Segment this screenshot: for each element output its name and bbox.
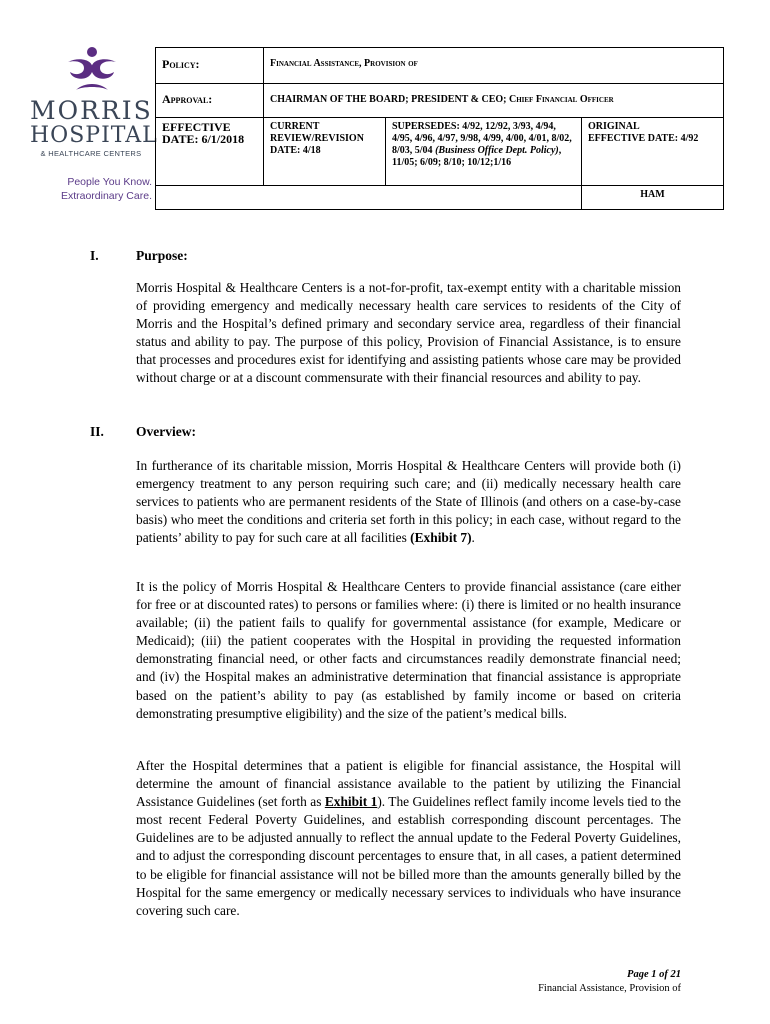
original-line2: EFFECTIVE DATE: 4/92 [588,133,699,144]
current-review-line2: REVIEW/REVISION [270,133,364,144]
section-title: Overview: [136,424,196,439]
exhibit-1-reference: Exhibit 1 [324,794,378,810]
approval-label-cell [156,84,264,118]
paragraph-end: . [471,530,475,546]
blank-cell [156,186,582,210]
hospital-logo [30,46,158,216]
policy-value: Financial Assistance, Provision of [270,58,418,69]
section-number: II. [90,424,104,439]
policy-label-cell [156,48,264,84]
policy-value-cell [264,48,724,84]
supersedes-cell [386,118,582,186]
approval-value-cell [264,84,724,118]
current-review-line3: DATE: 4/18 [270,145,321,156]
approval-label: Approval: [162,92,213,106]
overview-paragraph-3 [136,757,681,920]
approval-value: CHAIRMAN OF THE BOARD; PRESIDENT & CEO; [270,94,507,105]
overview-paragraph-2: It is the policy of Morris Hospital & Healthcare Centers to provide financial assistance (care either for free or at discounted rates) to persons or families where: (i) there is limited or no health insurance available; (ii) the patient fails to qualify for governmental assistance (for example, Medicare or Medicaid); (iii) the patient cooperates with the Hospital in providing the requested information demonstrating financial need, or other facts and circumstances readily demonstrate financial need; and (iv) the Hospital makes an administrative determination that financial assistance is appropriate based on the patient’s ability to pay (as established by family income or based on criteria demonstrating presumptive eligibility) and the size of the patient’s medical bills. [136,579,681,721]
paragraph-text: After the Hospital determines that a patient is eligible for financial assistance, the Hospital will determine the amount of financial assistance available to the patient by utilizing the Financial Assistance Guidelines (set forth as [136,758,681,810]
supersedes-text: SUPERSEDES: 4/92, 12/92, 3/93, 4/94, 4/95, 4/96, 4/97, 9/98, 4/99, 4/00, 4/01, 8/02, 8/03, 5/04 [392,121,572,156]
original-line1: ORIGINAL [588,121,640,132]
logo-name-morris: MORRIS [30,96,153,125]
current-review-line1: CURRENT [270,121,320,132]
effective-date: DATE: 6/1/2018 [162,132,245,146]
approval-value-cfo: Chief Financial Officer [509,94,614,105]
logo-tagline-1: People You Know. [67,176,152,188]
paragraph-text: In furtherance of its charitable mission, Morris Hospital & Healthcare Centers will provide both (i) emergency treatment to any person requiring such care; and (ii) medically necessary health care services to patients who are permanent residents of the State of Illinois (and others on a case-by-case basis) who meet the conditions and criteria set forth in this policy; in each case, without regard to the patients’ ability to pay for such care at all facilities [136,458,681,546]
policy-header-table [155,47,724,210]
section-overview-heading [90,424,690,440]
hospital-logo-icon [62,46,122,94]
original-date-cell [582,118,724,186]
current-review-cell [264,118,386,186]
paragraph-text-cont: ). The Guidelines reflect family income levels tied to the most recent Federal Poverty Guidelines, and establish corresponding discount percentages. The Guidelines are to be adjusted annually to reflect the annual update to the Federal Poverty Guidelines, and to adjust the corresponding discount percentages to ensure that, in all cases, a patient determined to be eligible for financial assistance will not be billed more than the amounts generally billed by the Hospital for the same emergency or medically necessary services to individuals who have insurance covering such care. [136,794,681,918]
policy-label: Policy: [162,57,200,71]
ham-cell [582,186,724,210]
footer-title: Financial Assistance, Provision of [538,983,681,994]
page-number: Page 1 of 21 [627,969,681,980]
logo-tagline-2: Extraordinary Care. [60,190,152,202]
logo-name-healthcare: & HEALTHCARE CENTERS [40,149,142,158]
effective-label: EFFECTIVE [162,120,231,134]
purpose-paragraph: Morris Hospital & Healthcare Centers is a not-for-profit, tax-exempt entity with a charitable mission of providing emergency and medically necessary health care services to residents of the City of Morris and the Hospital’s defined primary and secondary service area, regardless of their financial status and ability to pay. The purpose of this policy, Provision of Financial Assistance, is to ensure that processes and procedures exist for identifying and assisting patients whose care may be provided without charge or at a discount commensurate with their financial resources and ability to pay. [136,280,681,386]
ham-code: HAM [640,189,665,200]
page-footer [538,968,681,996]
section-purpose-heading [90,248,690,264]
logo-name-hospital: HOSPITAL [30,123,158,148]
section-title: Purpose: [136,248,188,263]
effective-date-cell [156,118,264,186]
overview-paragraph-1 [136,457,681,547]
supersedes-note: (Business Office Dept. Policy) [435,145,559,156]
supersedes-tail: , 11/05; 6/09; 8/10; 10/12;1/16 [392,145,562,168]
exhibit-7-reference: (Exhibit 7) [410,530,472,546]
section-number: I. [90,248,99,263]
